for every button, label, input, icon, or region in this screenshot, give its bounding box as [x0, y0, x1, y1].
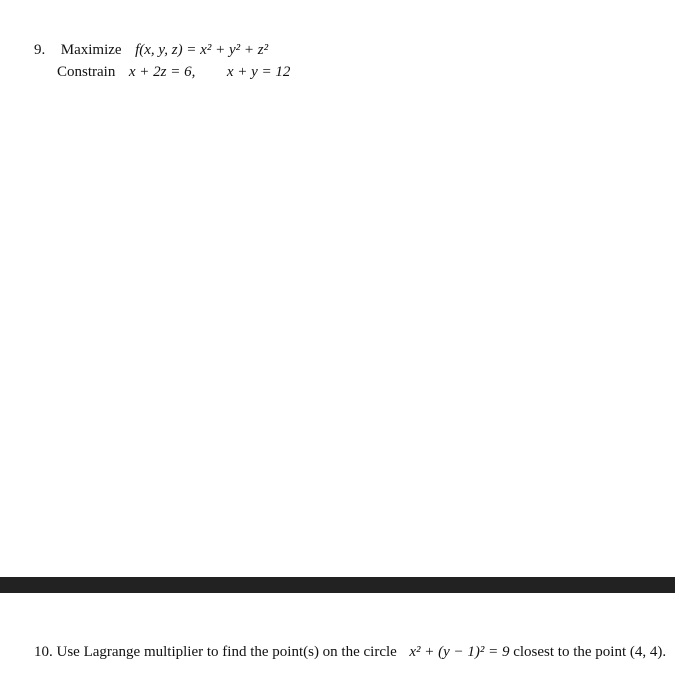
- constraint-2: x + y = 12: [226, 64, 291, 80]
- question-10-number: 10.: [34, 644, 53, 660]
- circle-equation: x² + (y − 1)² = 9: [409, 644, 510, 660]
- question-9-verb: Maximize: [60, 42, 122, 58]
- question-10-text: [34, 643, 666, 661]
- constrain-label: Constrain: [57, 64, 116, 80]
- constraint-1: x + 2z = 6,: [128, 64, 196, 80]
- question-10-target: closest to the point (4, 4).: [513, 644, 667, 660]
- question-9-objective: [34, 41, 268, 59]
- question-10-prompt: Use Lagrange multiplier to find the point(s) on the circle: [56, 644, 397, 660]
- question-9-function: f(x, y, z) = x² + y² + z²: [135, 42, 269, 58]
- question-9-number: 9.: [34, 42, 46, 58]
- question-9-constraints: [57, 63, 290, 81]
- page-divider: [0, 577, 675, 593]
